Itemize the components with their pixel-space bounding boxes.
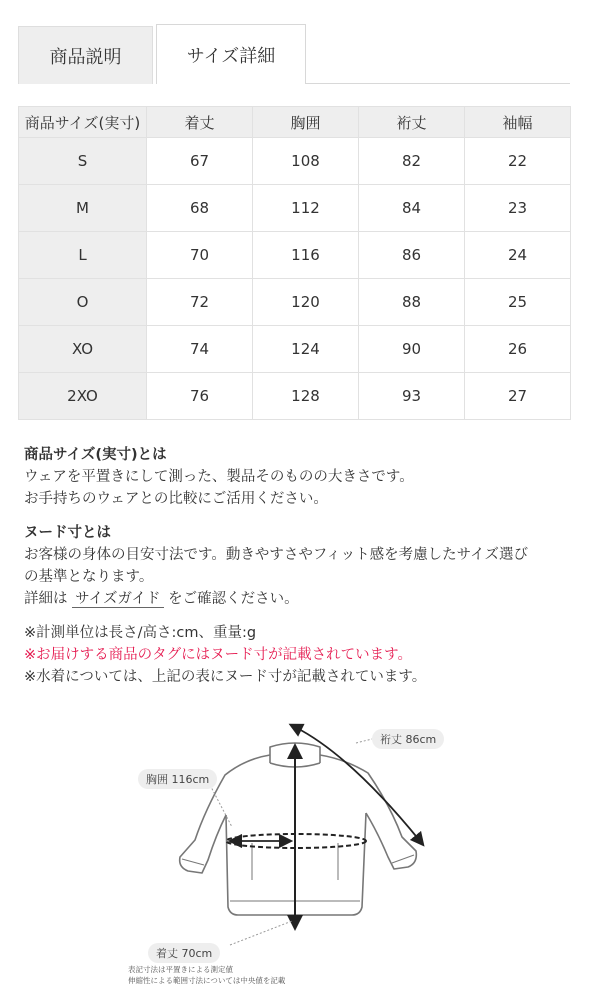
- table-cell: 82: [359, 138, 465, 185]
- length-label: 着丈 70cm: [148, 943, 220, 963]
- size-table: [18, 106, 571, 420]
- table-row: [19, 232, 571, 279]
- table-cell: 74: [147, 326, 253, 373]
- header-sleeve-width: 袖幅: [465, 107, 571, 138]
- note-swimwear: ※水着については、上記の表にヌード寸が記載されています。: [24, 669, 427, 685]
- diagram-footnote-1: 表記寸法は平置きによる測定値: [128, 965, 233, 974]
- table-cell: 23: [465, 185, 571, 232]
- table-cell: 72: [147, 279, 253, 326]
- table-row: [19, 326, 571, 373]
- table-cell: 27: [465, 373, 571, 420]
- table-cell: 108: [253, 138, 359, 185]
- detail-suffix: をご確認ください。: [168, 591, 299, 607]
- note-tag-warning: ※お届けする商品のタグにはヌード寸が記載されています。: [24, 647, 412, 663]
- actual-size-heading: 商品サイズ(実寸)とは: [24, 447, 167, 463]
- tab-bar: [18, 24, 570, 84]
- nude-size-heading: ヌード寸とは: [24, 525, 111, 541]
- size-cell: L: [19, 232, 147, 279]
- size-guide-link[interactable]: サイズガイド: [72, 591, 163, 608]
- detail-prefix: 詳細は: [24, 591, 68, 607]
- table-header-row: [19, 107, 571, 138]
- table-cell: 86: [359, 232, 465, 279]
- tab-product-description[interactable]: 商品説明: [18, 26, 153, 84]
- header-sleeve-length: 裄丈: [359, 107, 465, 138]
- table-cell: 24: [465, 232, 571, 279]
- table-cell: 70: [147, 232, 253, 279]
- table-cell: 124: [253, 326, 359, 373]
- table-cell: 67: [147, 138, 253, 185]
- table-cell: 25: [465, 279, 571, 326]
- diagram-footnote-2: 伸縮性による範囲寸法については中央値を記載: [128, 976, 286, 985]
- note-units: ※計測単位は長さ/高さ:cm、重量:g: [24, 625, 257, 641]
- table-cell: 84: [359, 185, 465, 232]
- table-row: [19, 185, 571, 232]
- header-length: 着丈: [147, 107, 253, 138]
- table-cell: 76: [147, 373, 253, 420]
- nude-size-text-1: お客様の身体の目安寸法です。動きやすさやフィット感を考慮したサイズ選び: [24, 547, 529, 563]
- tab-underline: [306, 83, 570, 84]
- table-row: [19, 373, 571, 420]
- size-cell: M: [19, 185, 147, 232]
- table-cell: 112: [253, 185, 359, 232]
- size-cell: XO: [19, 326, 147, 373]
- actual-size-text-2: お手持ちのウェアとの比較にご活用ください。: [24, 491, 328, 507]
- jacket-measurement-diagram: [120, 715, 460, 990]
- table-cell: 26: [465, 326, 571, 373]
- size-guide-line: [24, 588, 584, 610]
- header-size: 商品サイズ(実寸): [19, 107, 147, 138]
- sleeve-length-label: 裄丈 86cm: [372, 729, 444, 749]
- nude-size-text-2: の基準となります。: [24, 569, 154, 585]
- actual-size-text-1: ウェアを平置きにして測った、製品そのものの大きさです。: [24, 469, 414, 485]
- size-cell: 2XO: [19, 373, 147, 420]
- tab-size-details[interactable]: サイズ詳細: [156, 24, 306, 84]
- table-cell: 128: [253, 373, 359, 420]
- header-chest: 胸囲: [253, 107, 359, 138]
- table-cell: 116: [253, 232, 359, 279]
- table-cell: 68: [147, 185, 253, 232]
- table-cell: 90: [359, 326, 465, 373]
- table-cell: 88: [359, 279, 465, 326]
- table-row: [19, 279, 571, 326]
- table-cell: 120: [253, 279, 359, 326]
- size-notes: [24, 444, 584, 688]
- chest-label: 胸囲 116cm: [138, 769, 217, 789]
- table-cell: 93: [359, 373, 465, 420]
- table-cell: 22: [465, 138, 571, 185]
- size-cell: O: [19, 279, 147, 326]
- table-row: [19, 138, 571, 185]
- size-cell: S: [19, 138, 147, 185]
